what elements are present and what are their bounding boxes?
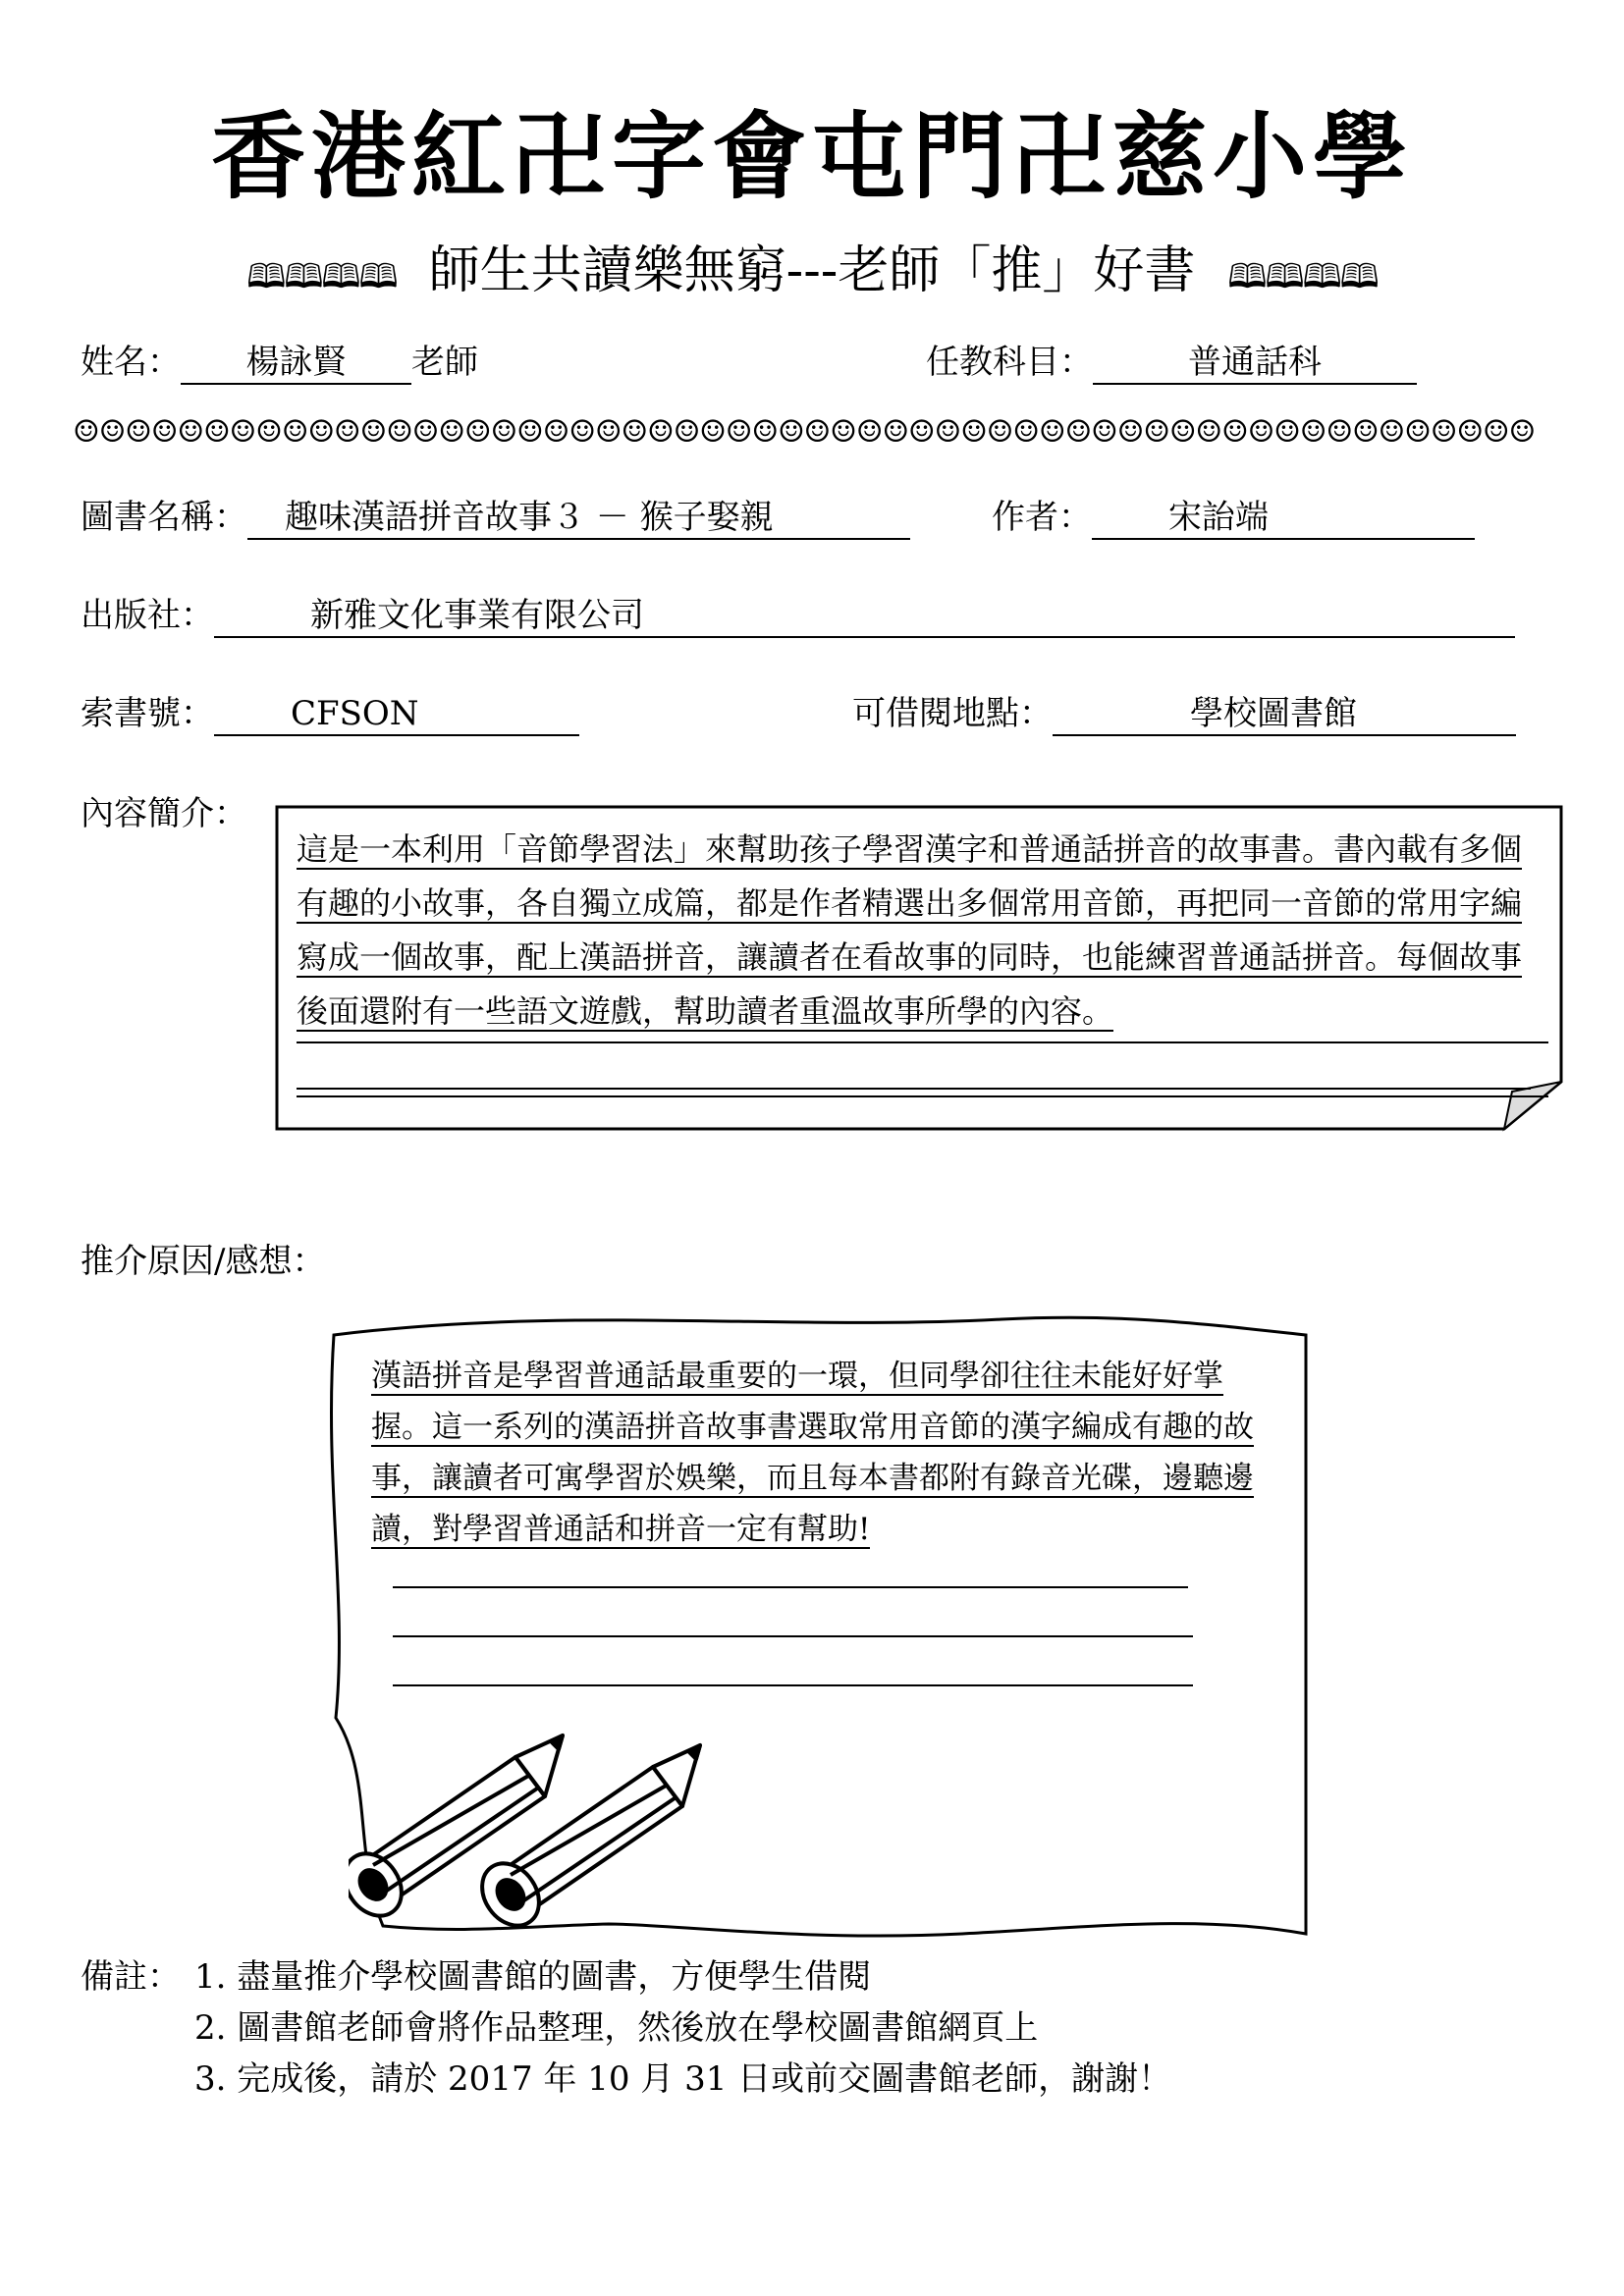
note-item: 3. 完成後，請於 2017 年 10 月 31 日或前交圖書館老師，謝謝！ — [194, 2059, 1172, 2099]
subtitle-row — [0, 241, 1624, 300]
smiley-divider: ☺☺☺☺☺☺☺☺☺☺☺☺☺☺☺☺☺☺☺☺☺☺☺☺☺☺☺☺☺☺☺☺☺☺☺☺☺☺☺☺☺☺☺☺☺☺☺☺☺☺☺☺☺☺☺☺ — [73, 414, 1536, 450]
book-title-value: 趣味漢語拼音故事３ － 猴子娶親 — [247, 501, 910, 540]
reason-text: 漢語拼音是學習普通話最重要的一環，但同學卻往往未能好好掌握。這一系列的漢語拼音故事書選取常用音節的漢字編成有趣的故事，讓讀者可寓學習於娛樂，而且每本書都附有錄音光碟，邊聽邊讀，對學習普通話和拼音一定有幫助! — [371, 1359, 1254, 1547]
book-title-row — [81, 498, 910, 540]
notes-list — [194, 1951, 1171, 2105]
call-number-label: 索書號： — [81, 694, 214, 733]
subject-value: 普通話科 — [1093, 346, 1417, 385]
notes-label: 備註： — [81, 1957, 181, 1997]
author-value: 宋詒端 — [1092, 501, 1475, 540]
teacher-name: 楊詠賢 — [181, 346, 411, 385]
teacher-suffix: 老師 — [411, 343, 478, 382]
pencil-icon — [349, 1718, 722, 1944]
call-number-value: CFSON — [214, 697, 579, 736]
publisher-row — [81, 596, 1515, 638]
publisher-label: 出版社： — [81, 596, 214, 635]
subtitle: 師生共讀樂無窮---老師「推」好書 — [428, 241, 1196, 300]
subject-label: 任教科目： — [926, 343, 1093, 382]
location-value: 學校圖書館 — [1053, 697, 1516, 736]
note-item: 2. 圖書館老師會將作品整理，然後放在學校圖書館網頁上 — [194, 2008, 1039, 2048]
open-book-icon: 🕮🕮🕮🕮 — [1227, 257, 1378, 296]
location-label: 可借閱地點： — [852, 694, 1053, 733]
summary-label: 內容簡介： — [81, 794, 247, 833]
book-title-label: 圖書名稱： — [81, 498, 247, 537]
teacher-row — [81, 343, 478, 385]
location-row — [852, 694, 1516, 736]
reason-box — [371, 1351, 1255, 1555]
school-name: 香港紅卍字會屯門卍慈小學 — [211, 101, 1413, 212]
publisher-value: 新雅文化事業有限公司 — [214, 599, 1515, 638]
author-label: 作者： — [992, 498, 1092, 537]
call-number-row — [81, 694, 579, 736]
summary-box — [297, 823, 1548, 1039]
teacher-label: 姓名： — [81, 343, 181, 382]
subject-row — [926, 343, 1417, 385]
summary-text: 這是一本利用「音節學習法」來幫助孩子學習漢字和普通話拼音的故事書。書內載有多個有趣的小故事，各自獨立成篇，都是作者精選出多個常用音節，再把同一音節的常用字編寫成一個故事，配上漢語拼音，讓讀者在看故事的同時，也能練習普通話拼音。每個故事後面還附有一些語文遊戲，幫助讀者重溫故事所學的內容。 — [297, 830, 1523, 1030]
author-row — [992, 498, 1475, 540]
reason-label: 推介原因/感想： — [81, 1242, 326, 1281]
open-book-icon: 🕮🕮🕮🕮 — [246, 257, 397, 296]
note-item: 1. 盡量推介學校圖書館的圖書，方便學生借閱 — [194, 1957, 872, 1997]
